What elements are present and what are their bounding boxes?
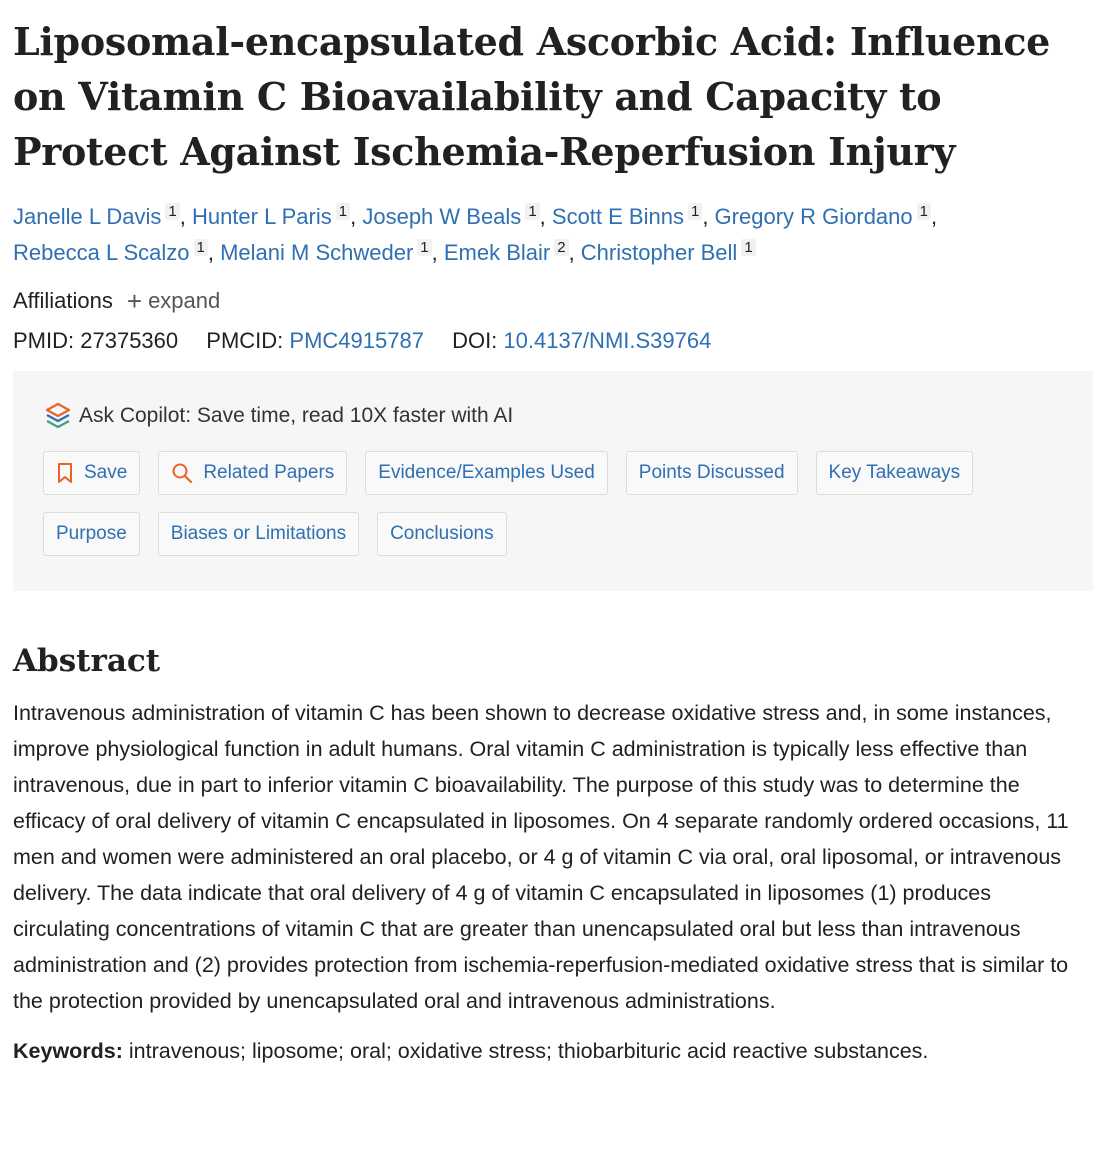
- save-button[interactable]: [43, 451, 140, 495]
- doi-link[interactable]: 10.4137/NMI.S39764: [503, 328, 712, 353]
- author-link[interactable]: Janelle L Davis: [13, 204, 162, 229]
- keywords-label: Keywords:: [13, 1039, 123, 1063]
- search-icon: [171, 462, 193, 484]
- article-title: Liposomal-encapsulated Ascorbic Acid: Influence on Vitamin C Bioavailability and Capacity to Protect Against Ischemia-Reperfusion Injury: [13, 19, 1051, 174]
- author-link[interactable]: Emek Blair: [443, 240, 551, 265]
- pmid-value: 27375360: [80, 328, 179, 353]
- key-takeaways-button[interactable]: Key Takeaways: [816, 451, 974, 495]
- conclusions-button[interactable]: Conclusions: [377, 512, 507, 556]
- pmcid-link[interactable]: PMC4915787: [289, 328, 424, 353]
- affiliations-label: Affiliations: [13, 288, 113, 313]
- author-link[interactable]: Joseph W Beals: [362, 204, 522, 229]
- affiliation-marker[interactable]: 1: [741, 239, 755, 256]
- keywords-row: [13, 1035, 1099, 1067]
- author-link[interactable]: Gregory R Giordano: [714, 204, 913, 229]
- copilot-buttons-row-1: [43, 451, 1063, 495]
- keywords-text: intravenous; liposome; oral; oxidative stress; thiobarbituric acid reactive substances.: [128, 1039, 929, 1063]
- plus-icon: +: [126, 286, 143, 316]
- save-button-label: Save: [84, 462, 128, 483]
- author-link[interactable]: Scott E Binns: [551, 204, 684, 229]
- pmcid-label: PMCID:: [206, 328, 284, 353]
- author-link[interactable]: Christopher Bell: [580, 240, 738, 265]
- author-link[interactable]: Rebecca L Scalzo: [13, 240, 190, 265]
- author-list: Janelle L Davis $^1$ , Hunter L Paris $^1$ , Joseph W Beals $^1$ , Scott E Binns $^1$ , Gregory R Giordano $^1$ , Rebecca L Scalzo $^1$ , Melani M Schweder $^1$ , Emek Blair $^2$ , Christopher Bell $^1$: [13, 203, 938, 265]
- related-papers-label: Related Papers: [203, 462, 335, 483]
- copilot-buttons-row-2: [43, 512, 1063, 556]
- copilot-heading-text: Ask Copilot: Save time, read 10X faster with AI: [79, 404, 514, 427]
- copilot-panel: [13, 371, 1093, 591]
- copilot-logo-icon: [43, 401, 73, 431]
- author-link[interactable]: Hunter L Paris: [191, 204, 332, 229]
- points-discussed-button[interactable]: Points Discussed: [626, 451, 798, 495]
- abstract-text: Intravenous administration of vitamin C has been shown to decrease oxidative stress and, in some instances, improve physiological function in adult humans. Oral vitamin C administration is typically less effective than intravenous, due in part to inferior vitamin C bioavailability. The purpose of this study was to determine the efficacy of oral delivery of vitamin C encapsulated in liposomes. On 4 separate randomly ordered occasions, 11 men and women were administered an oral placebo, or 4 g of vitamin C via oral, oral liposomal, or intravenous delivery. The data indicate that oral delivery of 4 g of vitamin C encapsulated in liposomes (1) produces circulating concentrations of vitamin C that are greater than unencapsulated oral but less than intravenous administration and (2) provides protection from ischemia-reperfusion-mediated oxidative stress that is similar to the protection provided by unencapsulated oral and intravenous administrations.: [13, 701, 1069, 1013]
- evidence-examples-button[interactable]: Evidence/Examples Used: [365, 451, 608, 495]
- affiliation-marker[interactable]: 1: [336, 203, 350, 220]
- identifier-row: [13, 325, 1099, 357]
- affiliation-marker[interactable]: 1: [917, 203, 931, 220]
- affiliation-marker[interactable]: 2: [554, 239, 568, 256]
- abstract-heading: Abstract: [13, 643, 161, 679]
- related-papers-button[interactable]: [158, 451, 347, 495]
- affiliation-marker[interactable]: 1: [194, 239, 208, 256]
- bookmark-icon: [56, 462, 74, 484]
- affiliation-marker[interactable]: 1: [525, 203, 539, 220]
- biases-limitations-button[interactable]: Biases or Limitations: [158, 512, 359, 556]
- pmid-label: PMID:: [13, 328, 75, 353]
- article-page: [0, 14, 1112, 1067]
- affiliations-row: [13, 285, 1099, 317]
- purpose-button[interactable]: Purpose: [43, 512, 140, 556]
- affiliation-marker[interactable]: 1: [688, 203, 702, 220]
- author-link[interactable]: Melani M Schweder: [220, 240, 414, 265]
- copilot-heading: [43, 401, 1063, 431]
- affiliations-expand-button[interactable]: [127, 285, 220, 317]
- expand-label: expand: [148, 288, 221, 313]
- affiliation-marker[interactable]: 1: [165, 203, 179, 220]
- doi-label: DOI:: [452, 328, 498, 353]
- affiliation-marker[interactable]: 1: [417, 239, 431, 256]
